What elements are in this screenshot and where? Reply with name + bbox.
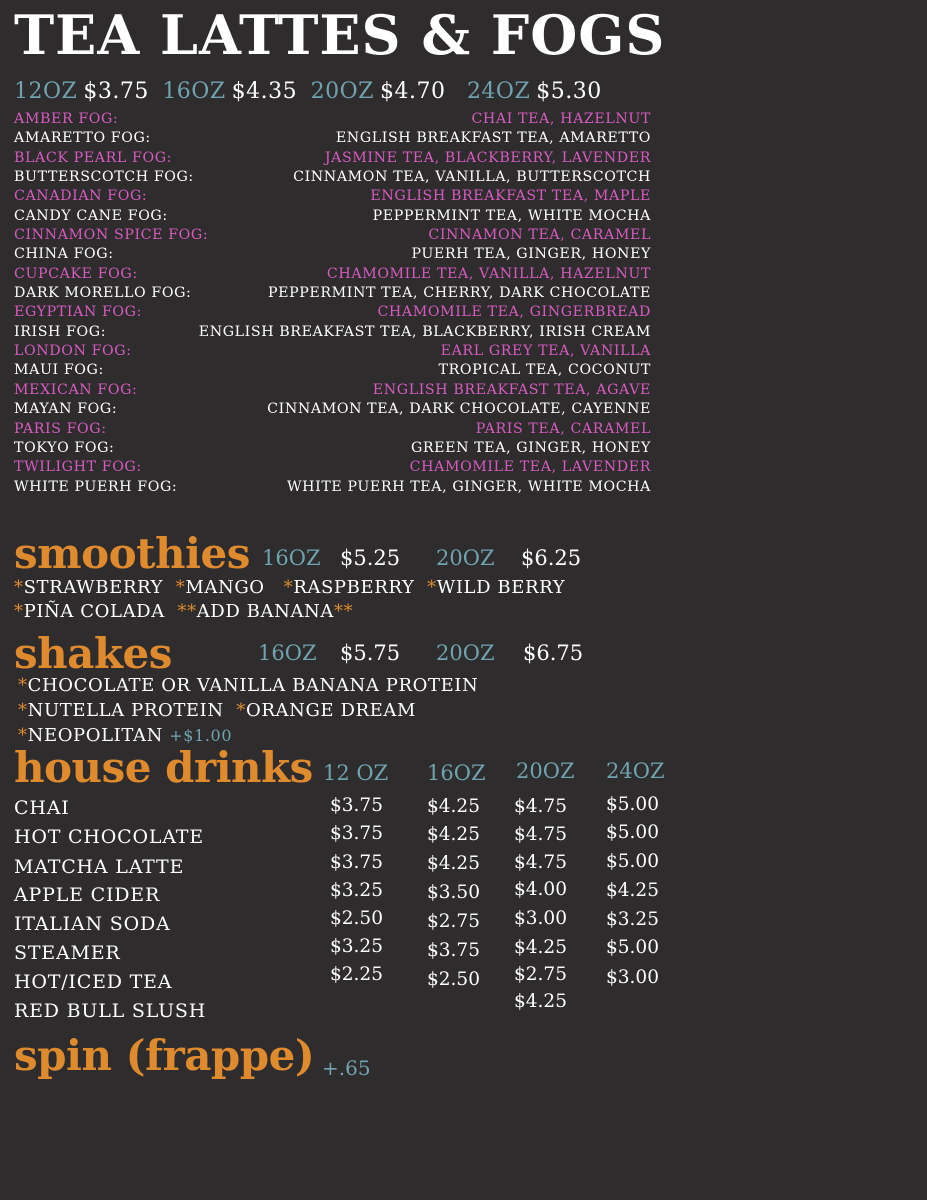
list-item [14, 303, 651, 322]
price-16oz: $3.50 [427, 882, 480, 903]
fog-name: DARK MORELLO FOG: [14, 285, 192, 302]
fog-name: WHITE PUERH FOG: [14, 478, 178, 495]
fog-ingredients: CINNAMON TEA, VANILLA, BUTTERSCOTCH [293, 169, 651, 186]
drink-name: HOT/ICED TEA [14, 971, 173, 993]
price-12oz: $2.25 [330, 964, 383, 985]
price-16oz: $2.75 [427, 911, 480, 932]
price-24oz: $4.25 [606, 880, 659, 901]
price-16oz: $4.25 [427, 824, 480, 845]
shakes-price-20: $6.75 [523, 641, 584, 665]
price-12oz: $3.75 [330, 823, 383, 844]
price-12oz: $3.75 [330, 852, 383, 873]
list-item [14, 265, 651, 284]
fog-name: EGYPTIAN FOG: [14, 304, 142, 321]
price-20oz: $3.00 [514, 908, 567, 929]
asterisk: * [427, 577, 437, 598]
drink-name: STEAMER [14, 942, 121, 964]
shake-item-2 [18, 699, 416, 723]
fog-ingredients: CINNAMON TEA, DARK CHOCOLATE, CAYENNE [267, 401, 651, 418]
drink-name: CHAI [14, 797, 70, 819]
fog-ingredients: PEPPERMINT TEA, CHERRY, DARK CHOCOLATE [268, 285, 651, 302]
smoothies-line-1 [14, 576, 565, 600]
column-header: 20OZ [516, 759, 575, 783]
fog-name: AMBER FOG: [14, 111, 119, 127]
list-item [14, 458, 651, 477]
list-item [14, 381, 651, 400]
fog-ingredients: CHAI TEA, HAZELNUT [471, 111, 651, 127]
smoothies-size-16: 16OZ [262, 546, 321, 570]
list-item [14, 168, 651, 187]
price-16oz: $3.75 [427, 940, 480, 961]
price-24oz: $3.00 [606, 967, 659, 988]
shakes-heading: shakes [14, 629, 172, 678]
fog-ingredients: ENGLISH BREAKFAST TEA, AMARETTO [335, 130, 651, 147]
fog-name: BUTTERSCOTCH FOG: [14, 169, 194, 186]
asterisk: * [18, 675, 28, 696]
fog-name: MAUI FOG: [14, 362, 104, 379]
size-price: $4.70 [379, 79, 446, 104]
fog-name: IRISH FOG: [14, 323, 107, 340]
price-20oz: $4.75 [514, 824, 567, 845]
fog-name: MEXICAN FOG: [14, 381, 138, 398]
size-label: 24OZ [466, 79, 531, 104]
spin-extra-price: +.65 [322, 1056, 371, 1080]
fog-ingredients: PUERH TEA, GINGER, HONEY [411, 246, 651, 263]
shake-item-1 [18, 674, 478, 698]
asterisk: * [14, 577, 24, 598]
price-16oz: $4.25 [427, 796, 480, 817]
fog-name: TWILIGHT FOG: [14, 459, 142, 476]
smoothie-item: PIÑA COLADA [23, 601, 165, 622]
shakes-size-20: 20OZ [436, 641, 495, 665]
house-drinks-heading: house drinks [14, 743, 313, 792]
price-24oz: $3.25 [606, 909, 659, 930]
list-item [14, 478, 651, 497]
size-price: $3.75 [83, 79, 149, 104]
fog-ingredients: TROPICAL TEA, COCONUT [438, 362, 651, 379]
menu-title: TEA LATTES & FOGS [14, 3, 666, 67]
price-24oz: $5.00 [606, 851, 659, 872]
smoothies-line-2 [14, 600, 353, 624]
fog-name: CUPCAKE FOG: [14, 265, 138, 282]
fog-ingredients: PEPPERMINT TEA, WHITE MOCHA [372, 207, 651, 224]
shake-item: ORANGE DREAM [246, 700, 417, 721]
drink-name: ITALIAN SODA [14, 913, 171, 935]
column-header: 12 OZ [323, 761, 389, 785]
fog-ingredients: JASMINE TEA, BLACKBERRY, LAVENDER [324, 149, 651, 166]
price-12oz: $3.25 [330, 880, 383, 901]
price-20oz: $4.75 [514, 796, 567, 817]
price-12oz: $2.50 [330, 908, 383, 929]
size-label: 12OZ [14, 79, 78, 104]
list-item [14, 439, 651, 458]
price-12oz: $3.25 [330, 936, 383, 957]
fog-ingredients: ENGLISH BREAKFAST TEA, BLACKBERRY, IRISH CREAM [198, 323, 651, 340]
list-item [14, 110, 651, 129]
fog-name: MAYAN FOG: [14, 401, 118, 418]
asterisk: * [18, 725, 28, 746]
shake-item: NEOPOLITAN [27, 725, 163, 746]
fog-size-prices [14, 78, 608, 106]
fog-ingredients: CHAMOMILE TEA, LAVENDER [409, 459, 651, 476]
list-item [14, 342, 651, 361]
asterisk: * [18, 700, 28, 721]
smoothie-item: WILD BERRY [436, 577, 566, 598]
list-item [14, 129, 651, 148]
spin-heading: spin (frappe) [14, 1031, 315, 1080]
price-20oz: $4.00 [514, 879, 567, 900]
list-item [14, 149, 651, 168]
fog-ingredients: CINNAMON TEA, CARAMEL [428, 227, 651, 244]
fog-ingredients: ENGLISH BREAKFAST TEA, AGAVE [372, 381, 651, 398]
shake-item: CHOCOLATE OR VANILLA BANANA PROTEIN [27, 675, 479, 696]
fog-name: TOKYO FOG: [14, 439, 115, 456]
column-header: 16OZ [427, 761, 486, 785]
drink-name: MATCHA LATTE [14, 856, 185, 878]
list-item [14, 323, 651, 342]
list-item [14, 420, 651, 439]
drink-name: APPLE CIDER [14, 884, 161, 906]
price-24oz: $5.00 [606, 822, 659, 843]
fog-ingredients: CHAMOMILE TEA, VANILLA, HAZELNUT [326, 265, 651, 282]
drink-name: HOT CHOCOLATE [14, 826, 204, 848]
fog-name: AMARETTO FOG: [14, 130, 151, 147]
smoothie-item: MANGO [185, 577, 265, 598]
size-price: $4.35 [231, 79, 298, 104]
price-12oz: $3.75 [330, 795, 383, 816]
fog-name: LONDON FOG: [14, 343, 132, 360]
list-item [14, 207, 651, 226]
fog-name: PARIS FOG: [14, 420, 107, 437]
fog-list [14, 110, 651, 497]
list-item [14, 361, 651, 380]
list-item [14, 400, 651, 419]
smoothie-item: RASPBERRY [293, 577, 415, 598]
asterisk: ** [334, 601, 354, 622]
fog-name: CHINA FOG: [14, 246, 114, 263]
smoothie-item: STRAWBERRY [23, 577, 164, 598]
price-20oz: $4.75 [514, 852, 567, 873]
list-item [14, 187, 651, 206]
fog-ingredients: ENGLISH BREAKFAST TEA, MAPLE [370, 188, 651, 205]
fog-name: CANADIAN FOG: [14, 188, 148, 205]
smoothie-item: ADD BANANA [196, 601, 334, 622]
fog-name: BLACK PEARL FOG: [14, 149, 173, 166]
list-item [14, 284, 651, 303]
price-16oz: $4.25 [427, 853, 480, 874]
asterisk: * [175, 577, 186, 598]
price-16oz: $2.50 [427, 969, 480, 990]
shake-extra-price: +$1.00 [169, 726, 233, 745]
list-item [14, 226, 651, 245]
smoothies-heading: smoothies [14, 529, 250, 578]
shake-item: NUTELLA PROTEIN [27, 700, 224, 721]
price-20oz: $4.25 [514, 937, 567, 958]
fog-ingredients: WHITE PUERH TEA, GINGER, WHITE MOCHA [286, 478, 651, 495]
smoothies-price-20: $6.25 [521, 546, 582, 570]
shakes-size-16: 16OZ [258, 641, 317, 665]
size-price: $5.30 [536, 79, 602, 104]
fog-ingredients: EARL GREY TEA, VANILLA [440, 343, 651, 360]
asterisk: * [283, 577, 294, 598]
fog-name: CANDY CANE FOG: [14, 207, 168, 224]
fog-name: CINNAMON SPICE FOG: [14, 227, 209, 244]
fog-ingredients: CHAMOMILE TEA, GINGERBREAD [377, 304, 651, 321]
drink-name: RED BULL SLUSH [14, 1000, 207, 1022]
price-20oz: $2.75 [514, 964, 567, 985]
size-label: 20OZ [310, 79, 374, 104]
shakes-price-16: $5.75 [340, 641, 401, 665]
price-24oz: $5.00 [606, 794, 659, 815]
column-header: 24OZ [606, 759, 665, 783]
price-24oz: $5.00 [606, 937, 659, 958]
fog-ingredients: GREEN TEA, GINGER, HONEY [410, 439, 651, 456]
asterisk: ** [177, 601, 197, 622]
fog-ingredients: PARIS TEA, CARAMEL [475, 420, 651, 437]
list-item [14, 245, 651, 264]
asterisk: * [236, 700, 246, 721]
price-20oz: $4.25 [514, 991, 567, 1012]
smoothies-price-16: $5.25 [340, 546, 401, 570]
size-label: 16OZ [162, 79, 226, 104]
smoothies-size-20: 20OZ [436, 546, 495, 570]
asterisk: * [14, 601, 24, 622]
